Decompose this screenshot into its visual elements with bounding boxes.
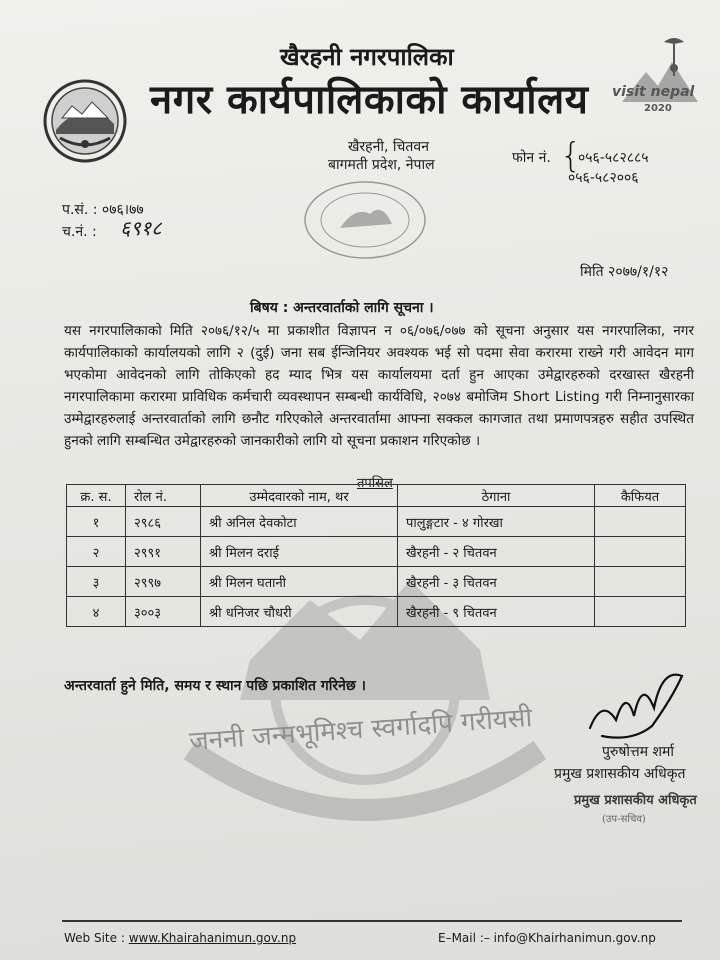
visit-nepal-text: visit nepal [612,84,695,100]
phone-label: फोन नं. [512,150,551,166]
table-row [67,567,686,597]
municipality-name: खैरहनी नगरपालिका [280,43,454,71]
cell-address: खैरहनी - २ चितवन [398,537,595,567]
letter-date: मिति २०७७/१/१२ [580,264,669,280]
cell-serial: २ [67,537,126,567]
website-link[interactable]: www.Khairahanimun.gov.np [128,931,297,945]
dispatch-number-handwritten: ६९१८ [120,216,162,240]
col-address: ठेगाना [398,485,595,507]
footer-website [64,931,296,945]
table-caption: तपसिल [357,476,393,491]
footer-divider [62,920,682,922]
cell-name: श्री अनिल देवकोटा [201,507,398,537]
letter-subject: बिषय : अन्तरवार्ताको लागि सूचना । [250,300,434,316]
table-row [67,537,686,567]
signatory-title: प्रमुख प्रशासकीय अधिकृत [554,766,686,782]
office-title: नगर कार्यपालिकाको कार्यालय [150,77,589,123]
signatory-stamp-title: प्रमुख प्रशासकीय अधिकृत [574,793,697,808]
cell-roll: २९९१ [126,537,201,567]
cell-address: पालुङ्गटार - ४ गोरखा [398,507,595,537]
office-stamp [300,178,430,263]
cell-serial: ४ [67,597,126,627]
watermark-motto: जननी जन्मभूमिश्च स्वर्गादपि गरीयसी [188,703,534,757]
letter-body: यस नगरपालिकाको मिति २०७६/१२/५ मा प्रकाशीत विज्ञापन न ०६/०७६/०७७ को सूचना अनुसार यस नगरपालिका, नगर कार्यपालिकाको कार्यालयको लागि २ (दुई) जना सब ईन्जिनियर अवश्यक भई सो पदमा सेवा करारमा राख्ने गरी आवेदन माग भएकोमा आवेदनको लागि तोकिएको हद म्याद भित्र यस कार्यालयमा दर्ता हुन आएका उमेद्वारहरुको दरखास्त खैरहनी नगरपालिकामा करारमा प्राविधिक कर्मचारी व्यवस्थापन सम्बन्धी कार्यविधि, २०७४ बमोजिम Short Listing गरी निम्नानुसारका उम्मेद्वारहरुलाई अन्तरवार्ताको लागि छनौट गरिएकोले अन्तरवार्तामा आफ्ना सक्कल कागजात तथा प्रमाणपत्रहरु सहीत उपस्थित हुनको लागि सम्बन्धित उमेद्वारहरुको जानकारीको लागि यो सूचना प्रकाशन गरिएकोछ । [64,323,694,449]
table-row [67,507,686,537]
address-line-2: बागमती प्रदेश, नेपाल [328,157,435,173]
phone-number-1: ०५६-५८२८८५ [578,150,649,166]
interview-note: अन्तरवार्ता हुने मिति, समय र स्थान पछि प्रकाशित गरिनेछ । [64,678,366,694]
website-label: Web Site : [64,931,125,945]
email-label: E–Mail :– [438,931,490,945]
dispatch-number-label: च.नं. : [62,224,97,240]
reference-number: प.सं. : ०७६।७७ [62,202,144,218]
table-header-row [67,485,686,507]
nepal-emblem-logo [42,78,128,164]
cell-roll: २९९७ [126,567,201,597]
cell-roll: ३००३ [126,597,201,627]
cell-name: श्री धनिजर चौधरी [201,597,398,627]
address-line-1: खैरहनी, चितवन [348,139,429,155]
cell-serial: १ [67,507,126,537]
signatory-name: पुरुषोत्तम शर्मा [602,744,675,760]
cell-remarks [595,567,686,597]
col-serial: क्र. स. [67,485,126,507]
handwritten-signature [582,658,692,748]
phone-number-2: ०५६-५८२००६ [568,170,639,186]
col-name: उम्मेदवारको नाम, थर [201,485,398,507]
cell-name: श्री मिलन घतानी [201,567,398,597]
col-roll: रोल नं. [126,485,201,507]
table-row [67,597,686,627]
cell-serial: ३ [67,567,126,597]
col-remarks: कैफियत [595,485,686,507]
cell-name: श्री मिलन दराई [201,537,398,567]
cell-roll: २९८६ [126,507,201,537]
cell-address: खैरहनी - ९ चितवन [398,597,595,627]
email-link[interactable]: info@Khairhanimun.gov.np [493,931,656,945]
cell-remarks [595,507,686,537]
cell-remarks [595,597,686,627]
cell-remarks [595,537,686,567]
phone-brace: { [560,136,582,176]
footer-email [438,931,656,945]
candidate-table [66,484,686,627]
signatory-stamp-sub: (उप-सचिव) [602,814,646,825]
visit-nepal-year: 2020 [644,103,672,114]
cell-address: खैरहनी - ३ चितवन [398,567,595,597]
